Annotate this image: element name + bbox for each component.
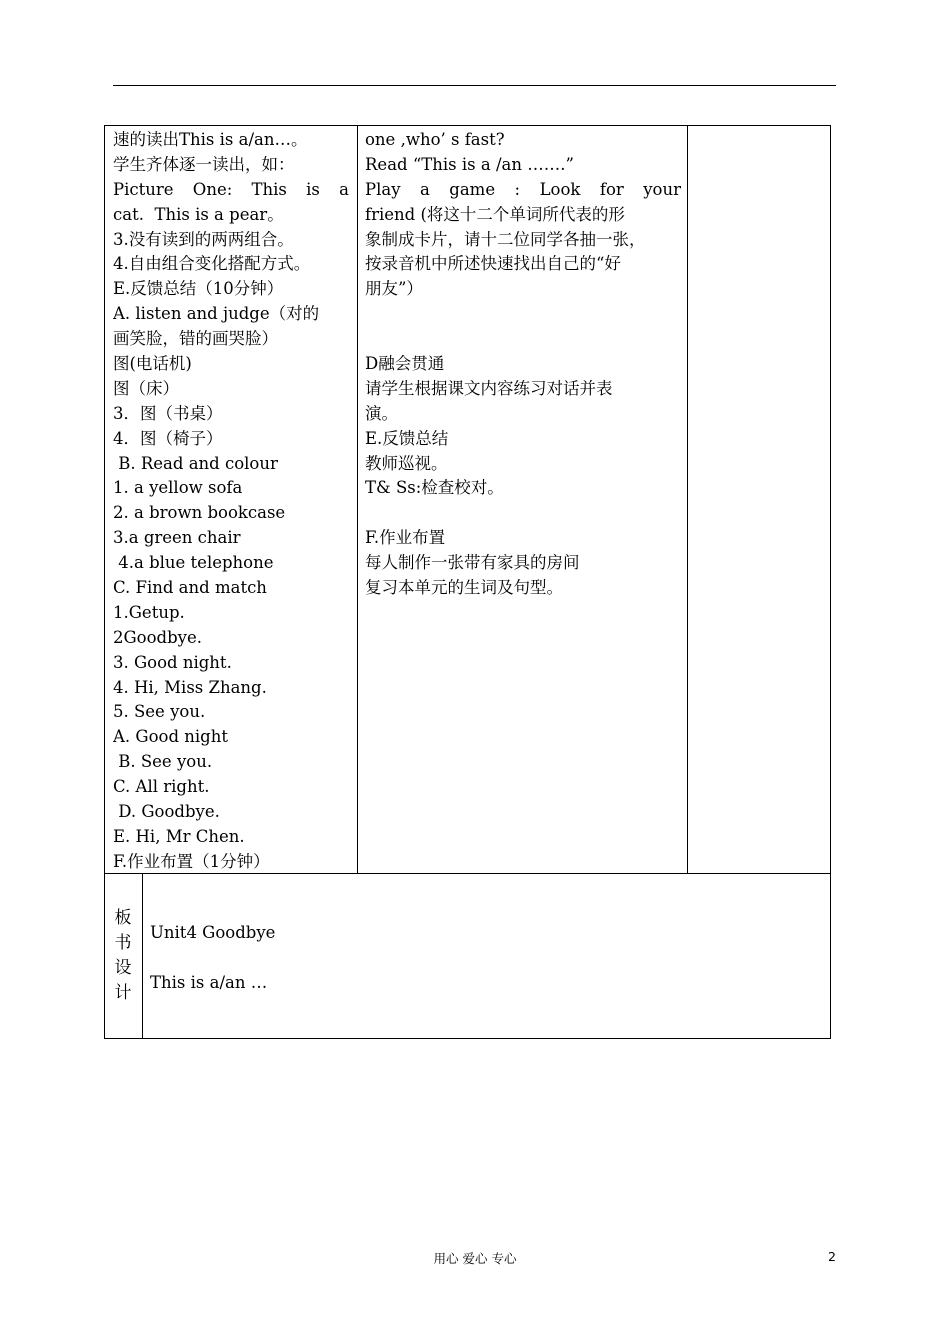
activity-column — [113, 128, 349, 875]
activity-line: 3.a green chair — [113, 528, 241, 548]
activity-line: 图（床） — [113, 378, 179, 398]
activity-line: 5. See you. — [113, 702, 206, 722]
header-rule — [113, 85, 836, 86]
board-design-label — [105, 906, 141, 1006]
activity-line: 速的读出This is a/an…。 — [113, 130, 308, 149]
notes-column — [689, 126, 829, 873]
activity-line: A. Good night — [113, 727, 228, 747]
activity-line: 画笑脸，错的画哭脸） — [113, 329, 278, 349]
teacher-line — [365, 327, 681, 352]
board-label-divider — [142, 873, 143, 1039]
board-label-char: 书 — [114, 933, 132, 953]
teacher-line: 演。 — [365, 403, 398, 423]
teacher-line: E.反馈总结 — [365, 428, 449, 448]
lesson-plan-table — [104, 125, 831, 1039]
activity-line: 1.Getup. — [113, 602, 185, 622]
teacher-column — [365, 128, 681, 601]
activity-line: 1. a yellow sofa — [113, 478, 243, 498]
activity-line: 图(电话机) — [113, 354, 192, 374]
teacher-line: 象制成卡片，请十二位同学各抽一张， — [365, 229, 646, 249]
page-number: 2 — [828, 1249, 836, 1264]
footer-text: 用心 爱心 专心 — [433, 1251, 517, 1266]
activity-line: 3．图（书桌） — [113, 403, 223, 423]
activity-line: E. Hi, Mr Chen. — [113, 826, 245, 846]
activity-line: 4. Hi, Miss Zhang. — [113, 677, 267, 697]
teacher-line: T& Ss:检查校对。 — [365, 478, 504, 498]
activity-line: Picture One: This is a — [113, 179, 349, 199]
activity-line: F.作业布置（1分钟） — [113, 851, 270, 871]
teacher-line: D融会贯通 — [365, 354, 445, 374]
teacher-line — [365, 302, 681, 327]
board-label-char: 板 — [114, 908, 132, 928]
teacher-line: Play a game : Look for your — [365, 179, 681, 199]
teacher-line: F.作业布置 — [365, 528, 446, 548]
teacher-line: 按录音机中所述快速找出自己的“好 — [365, 254, 621, 274]
teacher-line: 朋友”） — [365, 279, 423, 299]
activity-line: D. Goodbye. — [113, 802, 220, 822]
board-line: Unit4 Goodbye — [150, 923, 276, 942]
teacher-line: 请学生根据课文内容练习对话并表 — [365, 378, 613, 398]
board-line — [150, 945, 275, 970]
teacher-line — [365, 501, 681, 526]
teacher-line: friend (将这十二个单词所代表的形 — [365, 204, 625, 224]
teacher-line: 每人制作一张带有家具的房间 — [365, 553, 580, 573]
activity-line: 3. Good night. — [113, 652, 232, 672]
column-divider-1 — [357, 126, 358, 873]
board-label-char: 计 — [114, 983, 132, 1003]
activity-line: E.反馈总结（10分钟） — [113, 279, 284, 299]
activity-line: 4.自由组合变化搭配方式。 — [113, 254, 311, 274]
activity-line: 2. a brown bookcase — [113, 503, 286, 523]
activity-line: 4．图（椅子） — [113, 428, 223, 448]
activity-line: 学生齐体逐一读出，如： — [113, 154, 295, 174]
teacher-line: 复习本单元的生词及句型。 — [365, 578, 563, 598]
activity-line: 3.没有读到的两两组合。 — [113, 229, 294, 249]
activity-line: C. Find and match — [113, 578, 267, 598]
activity-line: 2Goodbye. — [113, 627, 203, 647]
board-design-content — [150, 920, 275, 995]
activity-line: B. Read and colour — [113, 453, 278, 473]
board-label-char: 设 — [114, 958, 132, 978]
activity-line: B. See you. — [113, 752, 213, 772]
activity-line: C. All right. — [113, 777, 210, 797]
activity-line: cat. This is a pear。 — [113, 204, 284, 224]
activity-line: A. listen and judge（对的 — [113, 304, 320, 324]
teacher-line: Read “This is a /an …….” — [365, 154, 574, 174]
activity-line: 4.a blue telephone — [113, 553, 274, 573]
teacher-line: one ,who’ s fast? — [365, 130, 505, 149]
teacher-line: 教师巡视。 — [365, 453, 448, 473]
board-line: This is a/an … — [150, 973, 268, 992]
